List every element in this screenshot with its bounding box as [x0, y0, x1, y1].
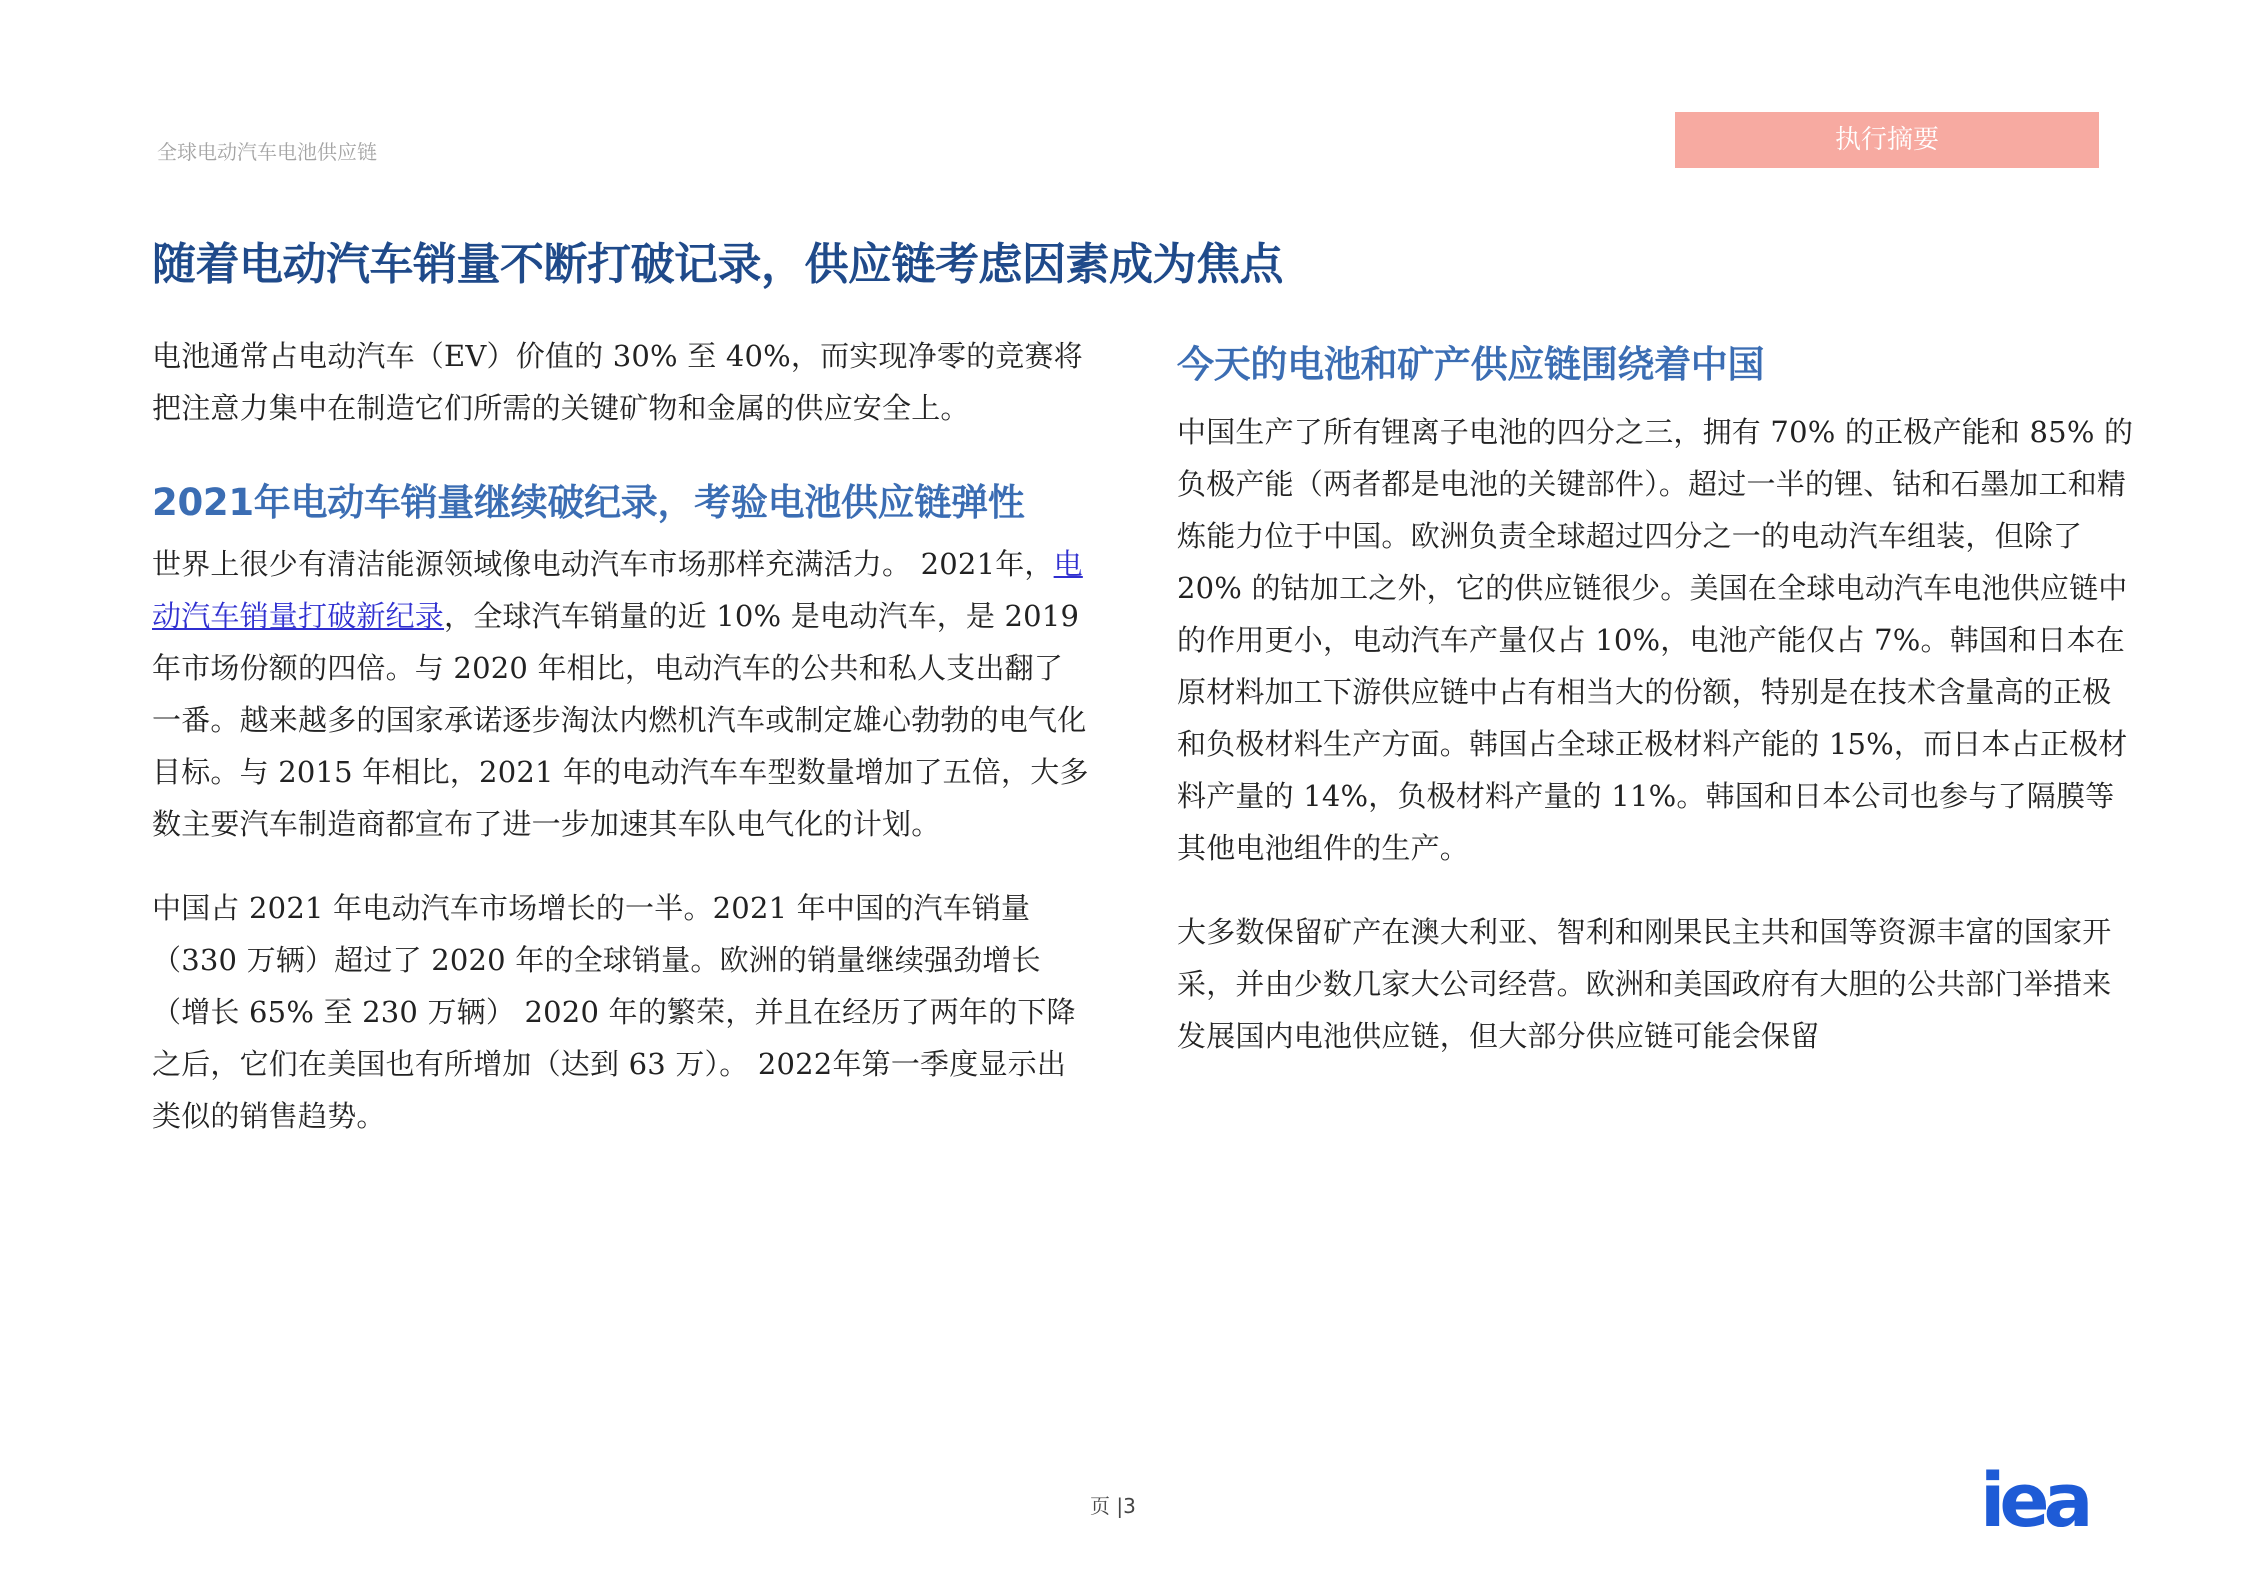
page-title: 随着电动汽车销量不断打破记录，供应链考虑因素成为焦点 [152, 239, 1283, 290]
china-growth-paragraph: 中国占 2021 年电动汽车市场增长的一半。2021 年中国的汽车销量（330 万辆）超过了 2020 年的全球销量。欧洲的销量继续强劲增长（增长 65% 至 230 万辆） 2020 年的繁荣，并且在经历了两年的下降之后，它们在美国也有所增加（达到 63 万）。 2022年第一季度显示出类似的销售趋势。 [152, 891, 1076, 1133]
intro-paragraph: 电池通常占电动汽车（EV）价值的 30% 至 40%，而实现净零的竞赛将把注意力集中在制造它们所需的关键矿物和金属的供应安全上。 [152, 339, 1083, 425]
right-column [1177, 334, 2137, 1062]
iea-logo: iea [1980, 1458, 2088, 1544]
page-number: 页 |3 [1090, 1494, 1136, 1518]
sales-paragraph [152, 538, 1092, 850]
left-column [152, 330, 1092, 1142]
left-subheading: 2021年电动车销量继续破纪录，考验电池供应链弹性 [152, 481, 1025, 524]
minerals-paragraph: 大多数保留矿产在澳大利亚、智利和刚果民主共和国等资源丰富的国家开采，并由少数几家大公司经营。欧洲和美国政府有大胆的公共部门举措来发展国内电池供应链，但大部分供应链可能会保留 [1177, 915, 2112, 1053]
sales-paragraph-start: 世界上很少有清洁能源领域像电动汽车市场那样充满活力。 2021年， [152, 547, 1054, 581]
supply-chain-paragraph: 中国生产了所有锂离子电池的四分之三，拥有 70% 的正极产能和 85% 的负极产能（两者都是电池的关键部件）。超过一半的锂、钴和石墨加工和精炼能力位于中国。欧洲负责全球超过四分之一的电动汽车组装，但除了 20% 的钴加工之外，它的供应链很少。美国在全球电动汽车电池供应链中的作用更小，电动汽车产量仅占 10%，电池产能仅占 7%。韩国和日本在原材料加工下游供应链中占有相当大的份额，特别是在技术含量高的正极和负极材料生产方面。韩国占全球正极材料产能的 15%，而日本占正极材料产量的 14%，负极材料产量的 11%。韩国和日本公司也参与了隔膜等其他电池组件的生产。 [1177, 415, 2134, 865]
document-title: 全球电动汽车电池供应链 [157, 140, 377, 164]
section-tab[interactable]: 执行摘要 [1675, 112, 2099, 168]
sales-paragraph-end: ，全球汽车销量的近 10% 是电动汽车，是 2019 年市场份额的四倍。与 2020 年相比，电动汽车的公共和私人支出翻了一番。越来越多的国家承诺逐步淘汰内燃机汽车或制定雄心勃勃的电气化目标。与 2015 年相比，2021 年的电动汽车车型数量增加了五倍，大多数主要汽车制造商都宣布了进一步加速其车队电气化的计划。 [152, 599, 1089, 841]
ev-sales-record-link[interactable]: 电动汽车销量打破新纪录 [152, 547, 1083, 633]
right-subheading: 今天的电池和矿产供应链围绕着中国 [1177, 343, 1765, 386]
